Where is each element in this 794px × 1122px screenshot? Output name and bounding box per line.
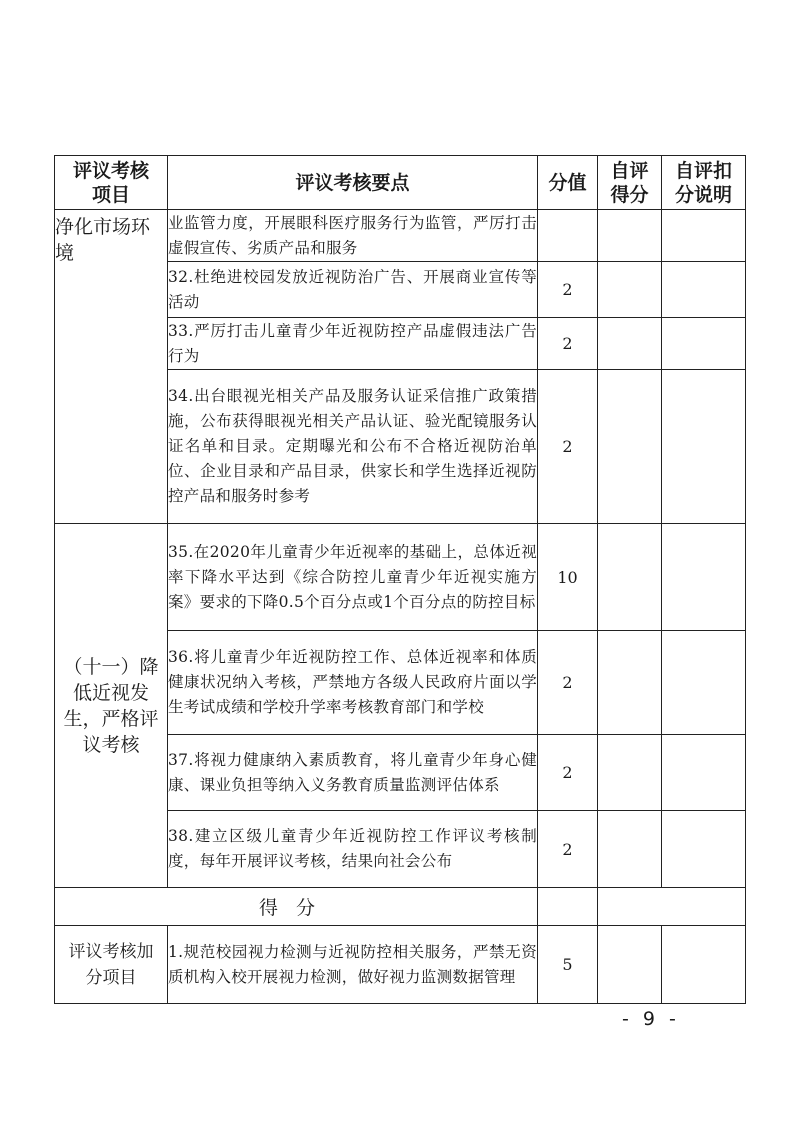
- bonus-category: 评议考核加分项目: [55, 926, 168, 1004]
- item-score: [538, 210, 598, 262]
- self-score-cell[interactable]: [598, 318, 662, 370]
- item-text: 35.在2020年儿童青少年近视率的基础上，总体近视率下降水平达到《综合防控儿童青少年近视实施方案》要求的下降0.5个百分点或1个百分点的防控目标: [168, 524, 538, 631]
- deduction-note-cell[interactable]: [662, 524, 746, 631]
- self-score-cell[interactable]: [598, 811, 662, 888]
- header-deduction-note: 自评扣分说明: [662, 156, 746, 210]
- deduction-note-cell[interactable]: [662, 210, 746, 262]
- header-self-score: 自评得分: [598, 156, 662, 210]
- total-self-score-cell[interactable]: [598, 888, 746, 926]
- item-text: 32.杜绝进校园发放近视防治广告、开展商业宣传等活动: [168, 262, 538, 318]
- item-score: 2: [538, 735, 598, 811]
- item-text: 34.出台眼视光相关产品及服务认证采信推广政策措施，公布获得眼视光相关产品认证、验光配镜服务认证名单和目录。定期曝光和公布不合格近视防治单位、企业目录和产品目录，供家长和学生选择近视防控产品和服务时参考: [168, 370, 538, 524]
- deduction-note-cell[interactable]: [662, 631, 746, 735]
- table-row: [55, 210, 746, 262]
- page-number: - 9 -: [622, 1008, 680, 1030]
- deduction-note-cell[interactable]: [662, 926, 746, 1004]
- self-score-cell[interactable]: [598, 735, 662, 811]
- bonus-item-text: 1.规范校园视力检测与近视防控相关服务，严禁无资质机构入校开展视力检测，做好视力监测数据管理: [168, 926, 538, 1004]
- header-score: 分值: [538, 156, 598, 210]
- self-score-cell[interactable]: [598, 370, 662, 524]
- deduction-note-cell[interactable]: [662, 735, 746, 811]
- item-text: 38.建立区级儿童青少年近视防控工作评议考核制度，每年开展评议考核，结果向社会公布: [168, 811, 538, 888]
- deduction-note-cell[interactable]: [662, 262, 746, 318]
- deduction-note-cell[interactable]: [662, 318, 746, 370]
- item-score: 10: [538, 524, 598, 631]
- item-score: 2: [538, 318, 598, 370]
- total-score-cell: [538, 888, 598, 926]
- item-score: 2: [538, 262, 598, 318]
- category-cell: （十一）降低近视发生，严格评议考核: [55, 524, 168, 888]
- item-score: 2: [538, 811, 598, 888]
- header-points: 评议考核要点: [168, 156, 538, 210]
- evaluation-table: [54, 155, 746, 1004]
- bonus-score: 5: [538, 926, 598, 1004]
- self-score-cell[interactable]: [598, 524, 662, 631]
- category-cell: 净化市场环境: [55, 210, 168, 524]
- header-row: [55, 156, 746, 210]
- item-text: 37.将视力健康纳入素质教育，将儿童青少年身心健康、课业负担等纳入义务教育质量监测评估体系: [168, 735, 538, 811]
- table-row: [55, 524, 746, 631]
- item-score: 2: [538, 370, 598, 524]
- total-row: [55, 888, 746, 926]
- bonus-row: [55, 926, 746, 1004]
- deduction-note-cell[interactable]: [662, 811, 746, 888]
- self-score-cell[interactable]: [598, 926, 662, 1004]
- item-score: 2: [538, 631, 598, 735]
- self-score-cell[interactable]: [598, 210, 662, 262]
- total-label: 得分: [55, 888, 538, 926]
- self-score-cell[interactable]: [598, 631, 662, 735]
- item-text: 33.严厉打击儿童青少年近视防控产品虚假违法广告行为: [168, 318, 538, 370]
- self-score-cell[interactable]: [598, 262, 662, 318]
- deduction-note-cell[interactable]: [662, 370, 746, 524]
- item-text: 业监管力度，开展眼科医疗服务行为监管，严厉打击虚假宣传、劣质产品和服务: [168, 210, 538, 262]
- item-text: 36.将儿童青少年近视防控工作、总体近视率和体质健康状况纳入考核，严禁地方各级人民政府片面以学生考试成绩和学校升学率考核教育部门和学校: [168, 631, 538, 735]
- header-category: 评议考核项目: [55, 156, 168, 210]
